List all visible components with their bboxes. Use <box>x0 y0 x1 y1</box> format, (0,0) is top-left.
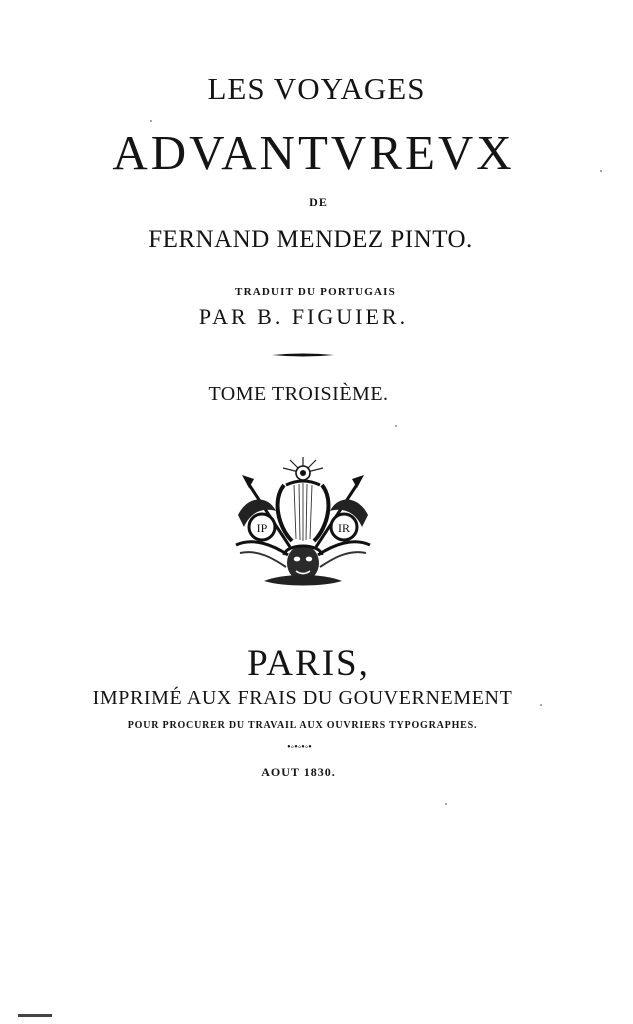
lyre-and-mask-ornament-icon <box>228 455 378 595</box>
title-line-1: LES VOYAGES <box>207 71 426 106</box>
volume-label: TOME TROISIÈME. <box>208 383 389 405</box>
translator-name: PAR B. FIGUIER. <box>198 304 409 329</box>
author-name: FERNAND MENDEZ PINTO. <box>148 226 473 253</box>
imprint-printer: IMPRIMÉ AUX FRAIS DU GOUVERNEMENT <box>92 687 513 709</box>
translation-note: TRADUIT DU PORTUGAIS <box>235 286 396 298</box>
publication-date: AOUT 1830. <box>261 765 336 779</box>
imprint-purpose: POUR PROCURER DU TRAVAIL AUX OUVRIERS TYPOGRAPHES. <box>127 720 478 731</box>
svg-text:IP: IP <box>256 521 268 535</box>
page-edge-mark <box>18 1014 52 1017</box>
decorative-rule <box>272 353 334 357</box>
title-preposition: DE <box>309 195 328 209</box>
paper-speck <box>540 704 542 706</box>
paper-speck <box>150 120 152 122</box>
title-line-2: ADVANTVREVX <box>112 125 515 180</box>
paper-speck <box>600 170 602 172</box>
ornamental-dots: •◦•◦•◦• <box>287 742 312 753</box>
svg-text:IR: IR <box>338 521 350 535</box>
imprint-city: PARIS, <box>247 643 370 684</box>
paper-speck <box>395 425 397 427</box>
paper-speck <box>445 803 447 805</box>
